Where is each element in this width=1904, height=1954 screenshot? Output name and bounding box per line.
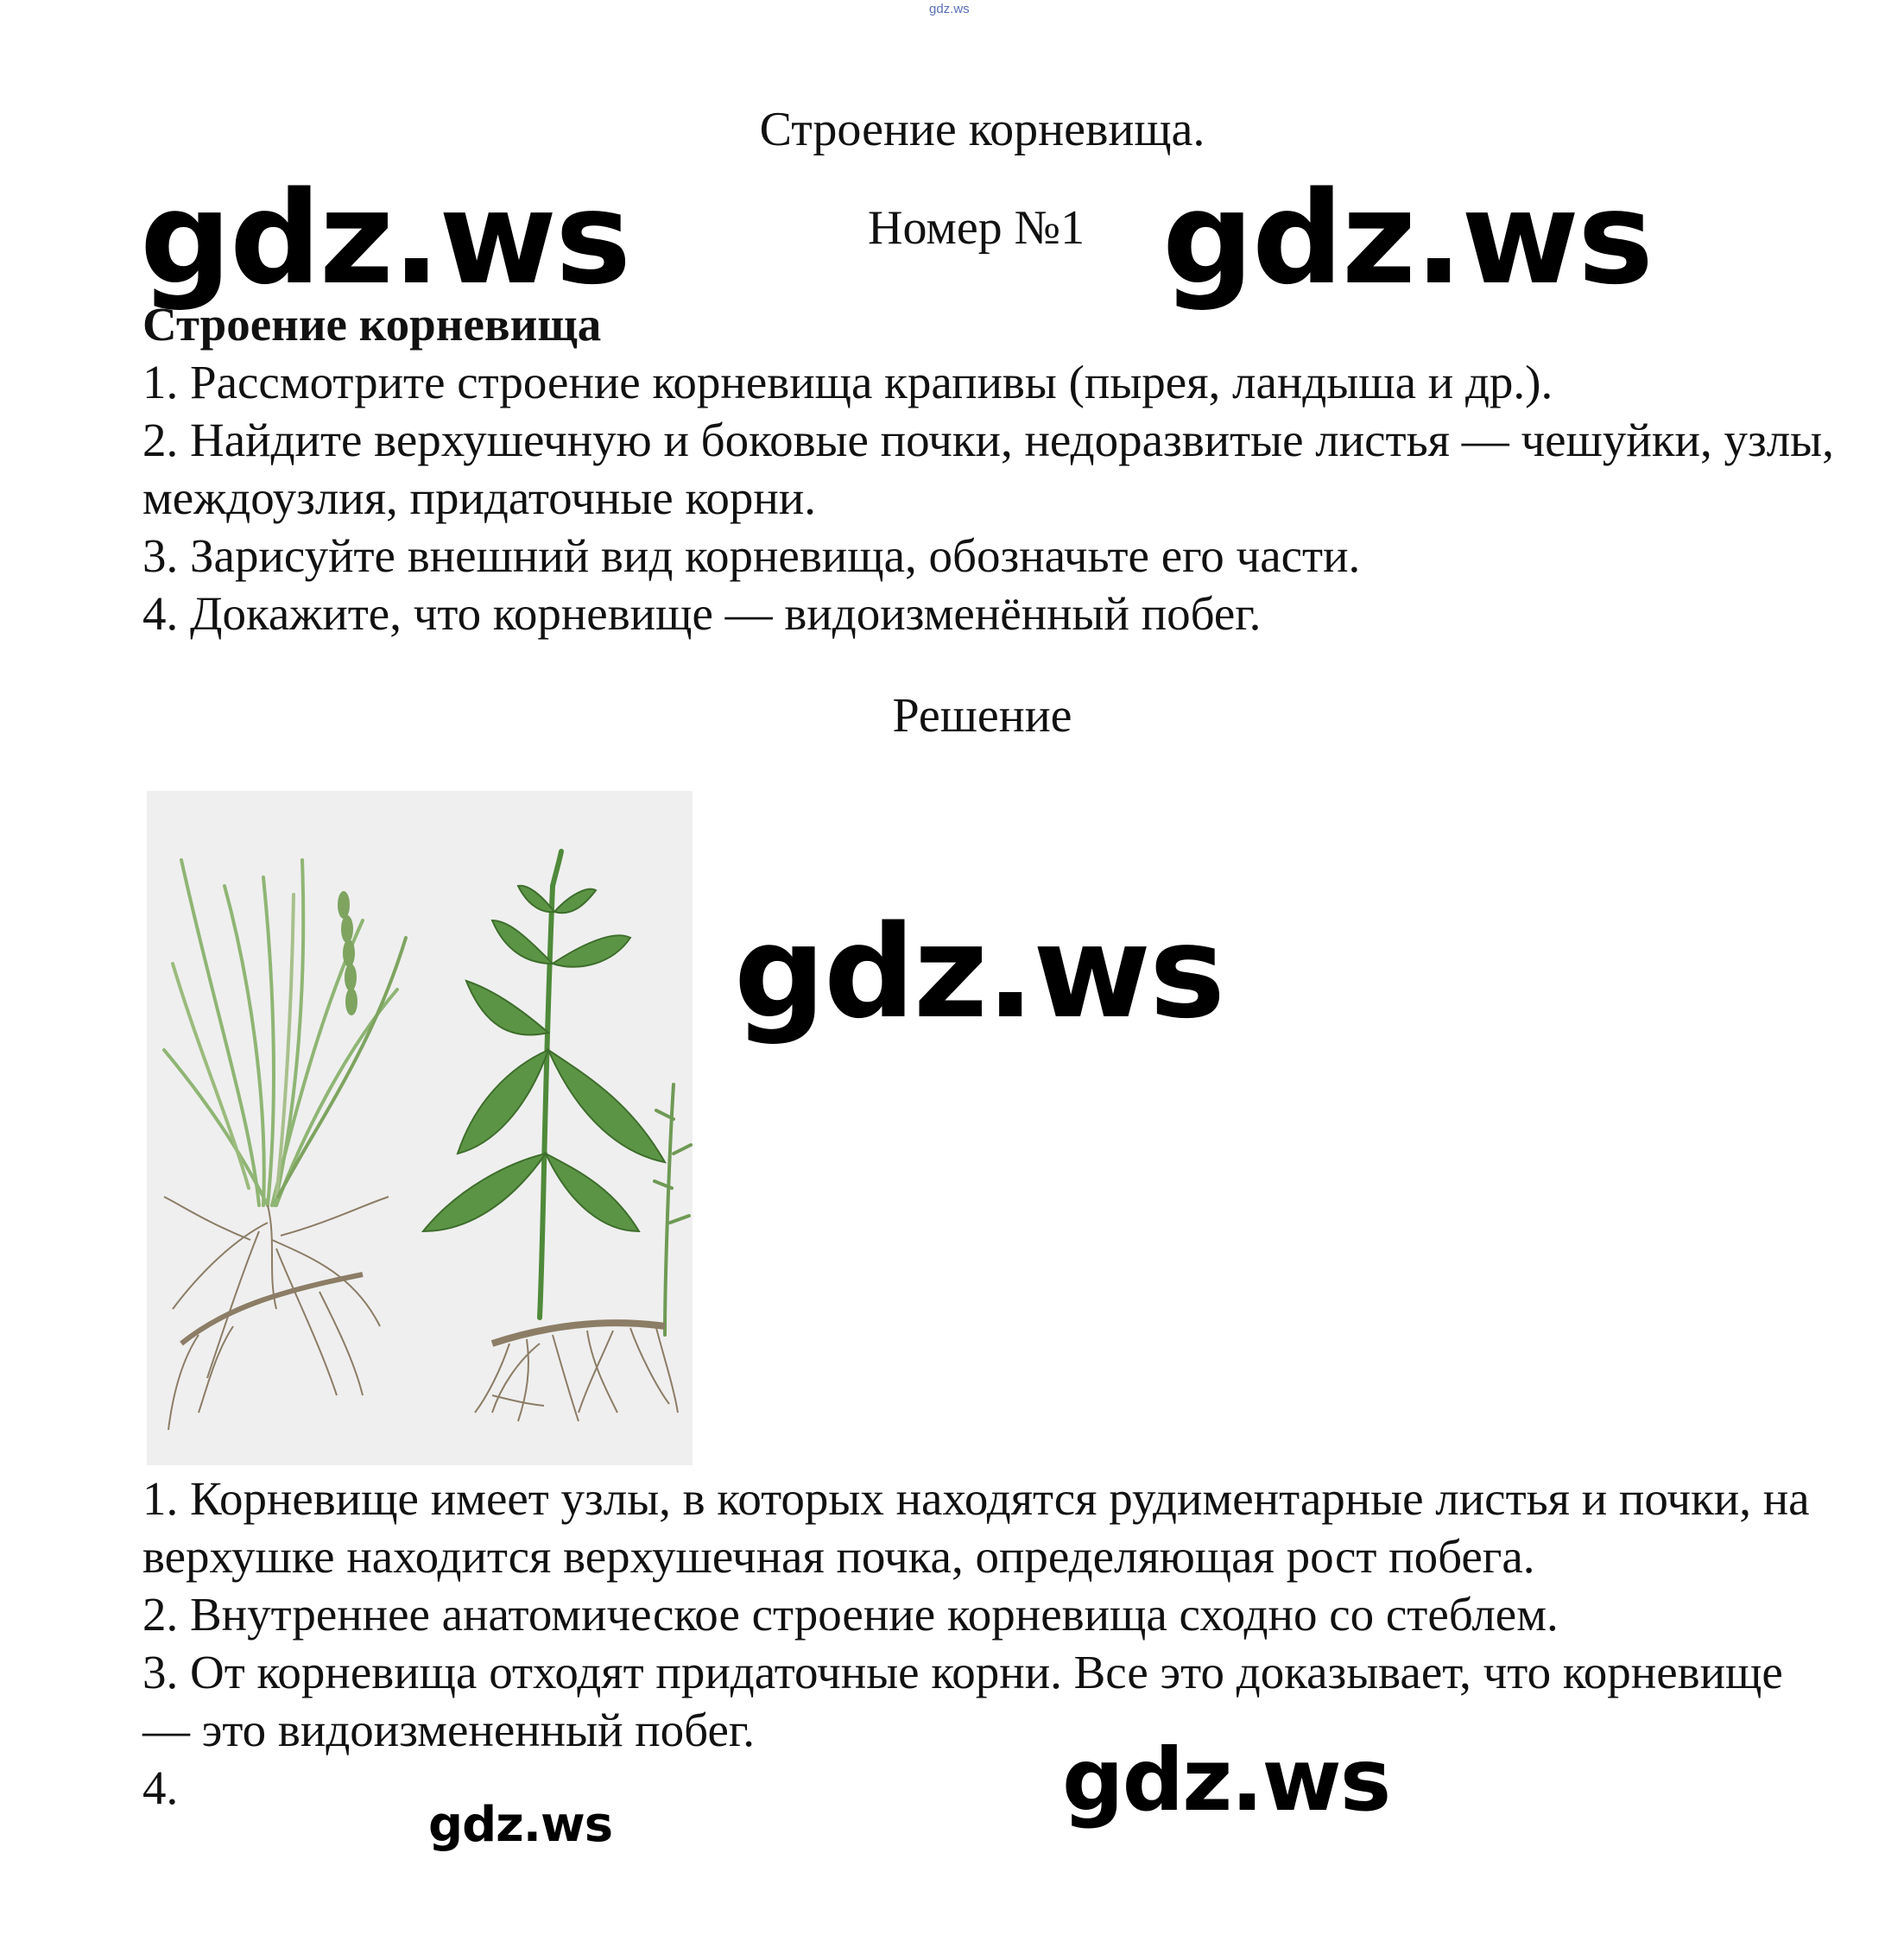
- task-heading: Строение корневища: [142, 298, 602, 351]
- grass-spike: [338, 891, 357, 1015]
- watermark: gdz.ws: [1162, 164, 1653, 313]
- number-heading: Номер №1: [868, 201, 1085, 255]
- answer-item: 2. Внутреннее анатомическое строение корневища сходно со стеблем.: [142, 1588, 1559, 1641]
- answer-item: 1. Корневище имеет узлы, в которых находятся рудиментарные листья и почки, на верхушке находится верхушечная почка, определяющая рост побега.: [142, 1472, 1810, 1583]
- watermark: gdz.ws: [140, 164, 630, 313]
- nettle-rhizome: [475, 1323, 678, 1421]
- nettle-stem: [540, 851, 561, 1318]
- answer-item: 4.: [142, 1761, 179, 1814]
- task-item: 3. Зарисуйте внешний вид корневища, обозначьте его части.: [142, 529, 1361, 582]
- plant-illustration: [147, 791, 693, 1465]
- grass-roots: [164, 1197, 389, 1430]
- couch-grass: [164, 860, 406, 1205]
- page-title: Строение корневища.: [759, 103, 1205, 156]
- answer-block: [142, 1470, 1835, 1817]
- task-item: 1. Рассмотрите строение корневища крапивы (пырея, ландыша и др.).: [142, 356, 1553, 408]
- watermark: gdz.ws: [1062, 1730, 1390, 1831]
- watermark: gdz.ws: [428, 1797, 613, 1853]
- solution-label: Решение: [892, 689, 1072, 743]
- task-item: 2. Найдите верхушечную и боковые почки, недоразвитые листья — чешуйки, узлы, междоузлия, придаточные корни.: [142, 414, 1834, 524]
- task-item: 4. Докажите, что корневище — видоизменённый побег.: [142, 587, 1262, 640]
- plant-drawing: [147, 791, 693, 1465]
- source-mark: gdz.ws: [929, 2, 970, 16]
- watermark: gdz.ws: [734, 898, 1224, 1047]
- answer-item: 3. От корневища отходят придаточные корни. Все это доказывает, что корневище — это видоизмененный побег.: [142, 1646, 1783, 1756]
- young-shoot: [655, 1085, 691, 1335]
- task-block: [142, 295, 1835, 642]
